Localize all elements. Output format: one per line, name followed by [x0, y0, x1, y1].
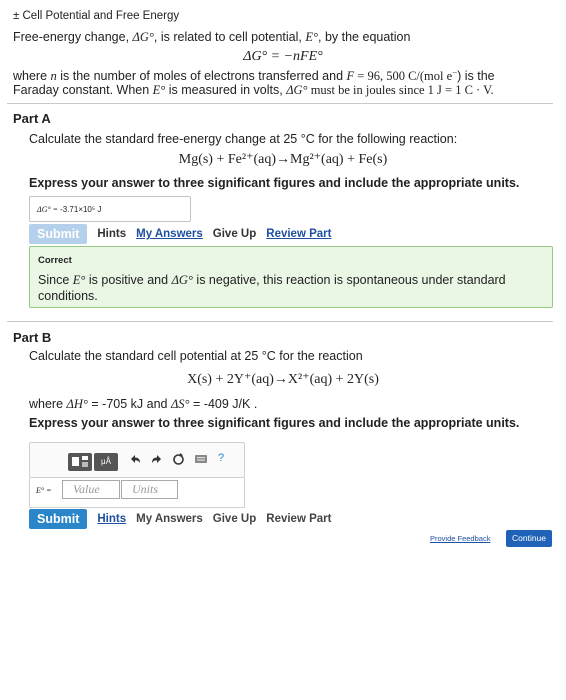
text: = -409 J/K . [189, 397, 258, 411]
text: Since [38, 273, 73, 287]
text: where [29, 397, 67, 411]
help-icon[interactable]: ? [218, 452, 225, 464]
faraday-value: = 96, 500 C/(mol e [354, 69, 453, 84]
part-b-button-row [29, 509, 331, 529]
part-b-submit-button[interactable]: Submit [29, 509, 87, 529]
part-a-my-answers-link[interactable]: My Answers [136, 228, 203, 240]
free-energy-equation: ΔG° = −nFE° [243, 49, 323, 64]
superscript-minus: − [452, 67, 458, 77]
part-a-label: Part A [13, 111, 51, 126]
part-a-hints-button[interactable]: Hints [97, 228, 127, 240]
feedback-text [38, 272, 544, 304]
symbol-dG: ΔG° [171, 273, 193, 287]
symbol-n: n [50, 69, 57, 84]
part-b-hints-link[interactable]: Hints [97, 513, 127, 525]
intro-line-3 [13, 83, 494, 98]
text: where [13, 69, 51, 84]
symbol-dS: ΔS° [170, 397, 190, 411]
text: is measured in volts, [165, 83, 287, 97]
redo-icon[interactable] [151, 452, 163, 466]
part-b-instruction: Express your answer to three significant figures and include the appropriate units. [29, 416, 520, 430]
text: is the number of moles of electrons transferred and [56, 69, 347, 84]
part-a-task: Calculate the standard free-energy change at 25 °C for the following reaction: [29, 132, 458, 146]
reset-icon[interactable] [172, 452, 185, 466]
text: , is related to cell potential, [153, 30, 306, 44]
part-b-review-button[interactable]: Review Part [266, 513, 332, 525]
value-input[interactable]: Value [62, 480, 120, 499]
input-label: E° = [36, 486, 52, 495]
part-a-give-up-button[interactable]: Give Up [212, 228, 257, 240]
part-a-reaction: Mg(s) + Fe²⁺(aq)→Mg²⁺(aq) + Fe(s) [178, 152, 388, 167]
page-title: ± Cell Potential and Free Energy [13, 10, 180, 22]
symbol-dH: ΔH° [66, 397, 88, 411]
part-a-button-row [29, 224, 331, 244]
part-a-instruction: Express your answer to three significant figures and include the appropriate units. [29, 176, 520, 190]
text: is positive and [85, 273, 172, 287]
symbol-E0: E° [72, 273, 86, 287]
intro-line-1 [13, 30, 410, 45]
part-b-where [29, 397, 257, 412]
text: Faraday constant. When [13, 83, 153, 97]
text: is negative, this reaction is spontaneous under standard [192, 273, 506, 287]
answer-prefix: ΔG° = [37, 205, 61, 214]
answer-value: -3.71×10⁵ J [60, 205, 102, 214]
part-b-give-up-button[interactable]: Give Up [212, 513, 257, 525]
units-input[interactable]: Units [121, 480, 178, 499]
symbol-E0: E° [152, 83, 166, 97]
units-button[interactable]: μÅ [94, 453, 118, 471]
part-b-task: Calculate the standard cell potential at 25 °C for the reaction [29, 349, 363, 363]
undo-icon[interactable] [129, 452, 141, 466]
feedback-title: Correct [38, 255, 72, 266]
math-toolbar [29, 442, 245, 478]
part-b-reaction: X(s) + 2Y⁺(aq)→X²⁺(aq) + 2Y(s) [187, 372, 379, 387]
part-a-answer-box [29, 196, 191, 222]
template-button[interactable] [68, 453, 92, 471]
text: ) is the [457, 69, 495, 84]
divider [7, 103, 553, 104]
part-a-review-link[interactable]: Review Part [266, 228, 332, 240]
template-icon [68, 453, 92, 471]
part-b-my-answers-button[interactable]: My Answers [136, 513, 203, 525]
provide-feedback-link[interactable]: Provide Feedback [430, 534, 491, 543]
text: conditions. [38, 289, 98, 303]
symbol-F: F [346, 69, 355, 84]
part-a-feedback [29, 246, 553, 308]
part-a-submit-button[interactable]: Submit [29, 224, 87, 244]
text: = -705 kJ and [87, 397, 171, 411]
intro-line-2 [13, 67, 495, 84]
divider [7, 321, 553, 322]
continue-button[interactable]: Continue [506, 530, 552, 547]
text: , by the equation [318, 30, 411, 44]
part-b-input-row [29, 478, 245, 508]
text: must be in joules since 1 J = 1 C · V. [307, 83, 494, 97]
symbol-E0: E° [305, 30, 319, 44]
text: Free-energy change, [13, 30, 133, 44]
symbol-dG: ΔG° [286, 83, 308, 97]
part-b-label: Part B [13, 330, 52, 345]
keyboard-icon[interactable] [194, 452, 208, 466]
symbol-dG: ΔG° [132, 30, 154, 44]
